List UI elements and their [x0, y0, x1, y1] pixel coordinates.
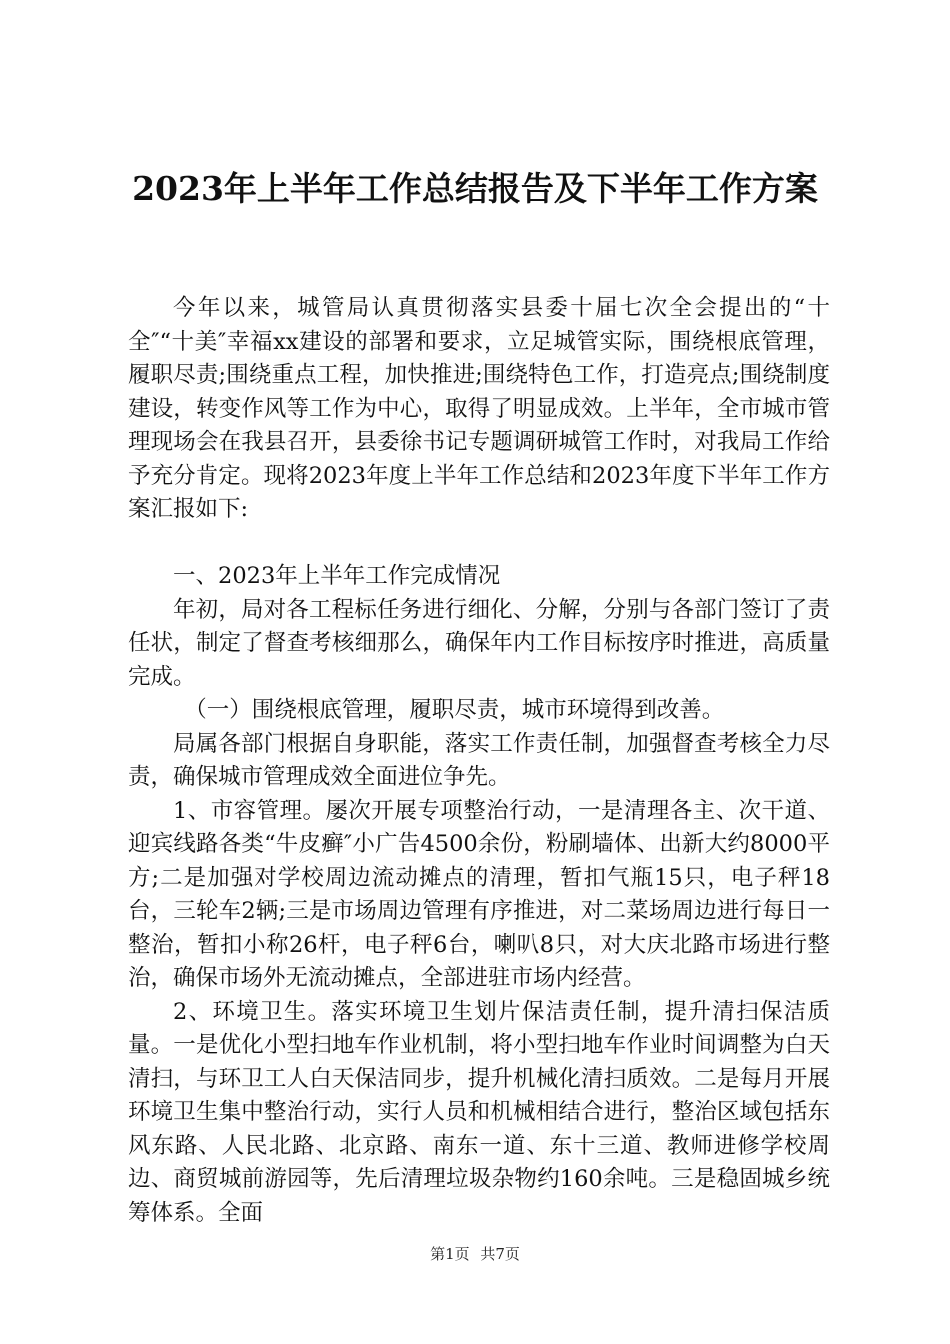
body-paragraph: 1、市容管理。屡次开展专项整治行动，一是清理各主、次干道、迎宾线路各类“牛皮癣″小广告4500余份，粉刷墙体、出新大约8000平方;二是加强对学校周边流动摊点的清理，暂扣气瓶15只，电子秤18台，三轮车2辆;三是市场周边管理有序推进，对二菜场周边进行每日一整治，暂扣小称26杆，电子秤6台，喇叭8只，对大庆北路市场进行整治，确保市场外无流动摊点，全部进驻市场内经营。: [128, 797, 830, 991]
body-paragraph: 局属各部门根据自身职能，落实工作责任制，加强督查考核全力尽责，确保城市管理成效全面进位争先。: [128, 730, 830, 790]
document-title: 2023年上半年工作总结报告及下半年工作方案: [132, 169, 818, 208]
document-body: [128, 292, 830, 1230]
subsection-heading: （一）围绕根底管理，履职尽责，城市环境得到改善。: [184, 697, 725, 723]
page-number: 第1页: [430, 1245, 470, 1263]
section-heading: 一、2023年上半年工作完成情况: [173, 563, 501, 589]
intro-paragraph: 今年以来，城管局认真贯彻落实县委十届七次全会提出的“十全″“十美″幸福xx建设的部署和要求，立足城管实际，围绕根底管理，履职尽责;围绕重点工程，加快推进;围绕特色工作，打造亮点;围绕制度建设，转变作风等工作为中心，取得了明显成效。上半年，全市城市管理现场会在我县召开，县委徐书记专题调研城管工作时，对我局工作给予充分肯定。现将2023年度上半年工作总结和2023年度下半年工作方案汇报如下:: [128, 295, 830, 522]
body-paragraph: 2、环境卫生。落实环境卫生划片保洁责任制，提升清扫保洁质量。一是优化小型扫地车作业机制，将小型扫地车作业时间调整为白天清扫，与环卫工人白天保洁同步，提升机械化清扫质效。二是每月开展环境卫生集中整治行动，实行人员和机械相结合进行，整治区域包括东风东路、人民北路、北京路、南东一道、东十三道、教师进修学校周边、商贸城前游园等，先后清理垃圾杂物约160余吨。三是稳固城乡统筹体系。全面: [128, 998, 830, 1226]
page-total: 共7页: [480, 1245, 520, 1263]
page-footer: [0, 1244, 950, 1264]
body-paragraph: 年初，局对各工程标任务进行细化、分解，分别与各部门签订了责任状，制定了督查考核细那么，确保年内工作目标按序时推进，高质量完成。: [128, 596, 830, 690]
